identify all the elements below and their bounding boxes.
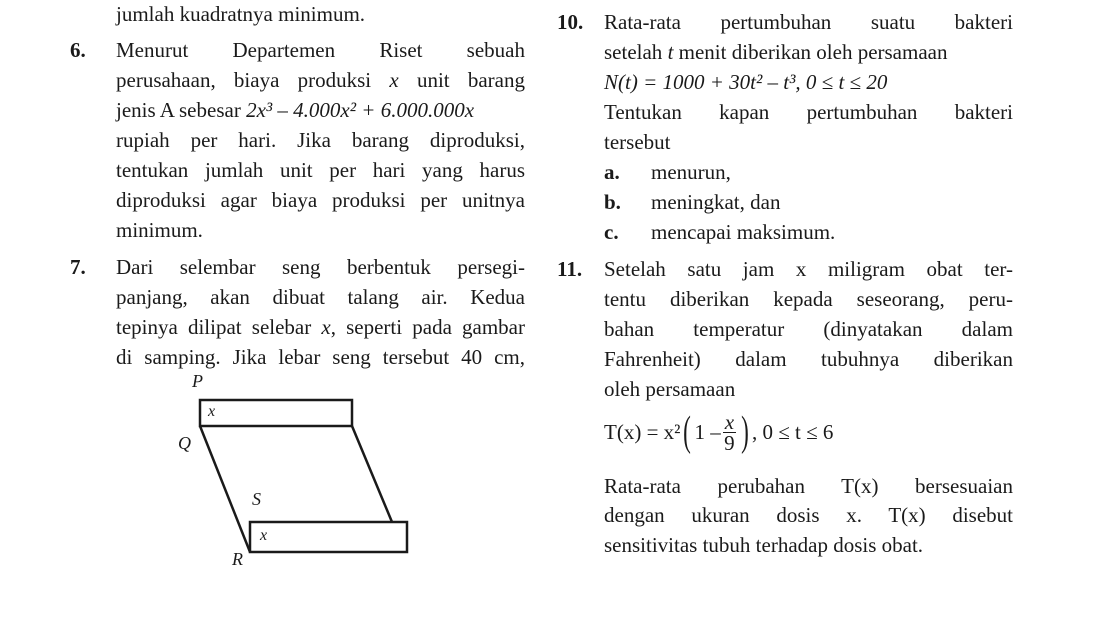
q10-option-c-label: c. xyxy=(604,220,619,244)
q6-line6: diproduksi agar biaya produksi per unitnya xyxy=(116,188,525,212)
q6-line3: jenis A sebesar 2x³ – 4.000x² + 6.000.000x xyxy=(116,98,475,122)
label-x-bottom: x xyxy=(260,527,268,544)
q10-option-b-label: b. xyxy=(604,190,621,214)
label-q: Q xyxy=(178,433,191,453)
q11-line7: Rata-rata perubahan T(x) bersesuaian xyxy=(604,474,1013,498)
q11-line9: sensitivitas tubuh terhadap dosis obat. xyxy=(604,533,924,557)
left-slant-edge xyxy=(200,426,250,552)
top-rectangle xyxy=(200,400,352,426)
q7-line4: di samping. Jika lebar seng tersebut 40 cm, xyxy=(116,345,525,369)
q11-line2: tentu diberikan kepada seseorang, peru- xyxy=(604,287,1013,311)
label-p: P xyxy=(192,371,203,391)
label-x-top: x xyxy=(208,403,216,420)
q10-line4: Tentukan kapan pertumbuhan bakteri xyxy=(604,100,1013,124)
q7-line3: tepinya dilipat selebar x, seperti pada gambar xyxy=(116,315,526,339)
q10-option-b-text: meningkat, dan xyxy=(651,190,781,214)
q6-line7: minimum. xyxy=(116,218,203,242)
q11-fraction: $\frac{x}{9}$ xyxy=(724,409,735,455)
q7-number: 7. xyxy=(70,255,86,279)
q11-formula-lhs: T(x) = x² xyxy=(604,420,681,445)
q10-line5: tersebut xyxy=(604,130,671,154)
right-slant-edge xyxy=(352,426,392,522)
q11-line1: Setelah satu jam x miligram obat ter- xyxy=(604,257,1013,281)
gutter-figure xyxy=(160,365,430,575)
q10-option-a-text: menurun, xyxy=(651,160,731,184)
q10-line2: setelah t menit diberikan oleh persamaan xyxy=(604,40,948,64)
q6-line2: perusahaan, biaya produksi x unit barang xyxy=(116,68,525,92)
q11-number: 11. xyxy=(557,257,583,281)
q11-line3: bahan temperatur (dinyatakan dalam xyxy=(604,317,1013,341)
q6-line5: tentukan jumlah unit per hari yang harus xyxy=(116,158,525,182)
q10-line1: Rata-rata pertumbuhan suatu bakteri xyxy=(604,10,1013,34)
q10-number: 10. xyxy=(557,10,584,34)
q7-line1: Dari selembar seng berbentuk persegi- xyxy=(116,255,525,279)
q6-cost-formula: 2x³ – 4.000x² + 6.000.000x xyxy=(246,98,475,122)
q11-formula: T(x) = x²( 1 – $\frac{x}{9}$ ) , 0 ≤ t ≤ 6 xyxy=(604,409,834,456)
q11-line8: dengan ukuran dosis x. T(x) disebut xyxy=(604,503,1013,527)
q10-formula: N(t) = 1000 + 30t² – t³, 0 ≤ t ≤ 20 xyxy=(604,70,888,94)
q5-tail: jumlah kuadratnya minimum. xyxy=(116,2,366,26)
q10-option-c-text: mencapai maksimum. xyxy=(651,220,836,244)
q10-option-a-label: a. xyxy=(604,160,620,184)
label-r: R xyxy=(232,549,243,569)
q6-number: 6. xyxy=(70,38,86,62)
q7-line2: panjang, akan dibuat talang air. Kedua xyxy=(116,285,525,309)
bottom-rectangle xyxy=(250,522,407,552)
q6-line4: rupiah per hari. Jika barang diproduksi, xyxy=(116,128,525,152)
q11-line5: oleh persamaan xyxy=(604,377,736,401)
q11-line4: Fahrenheit) dalam tubuhnya diberikan xyxy=(604,347,1013,371)
label-s: S xyxy=(252,489,261,509)
q6-line1: Menurut Departemen Riset sebuah xyxy=(116,38,525,62)
